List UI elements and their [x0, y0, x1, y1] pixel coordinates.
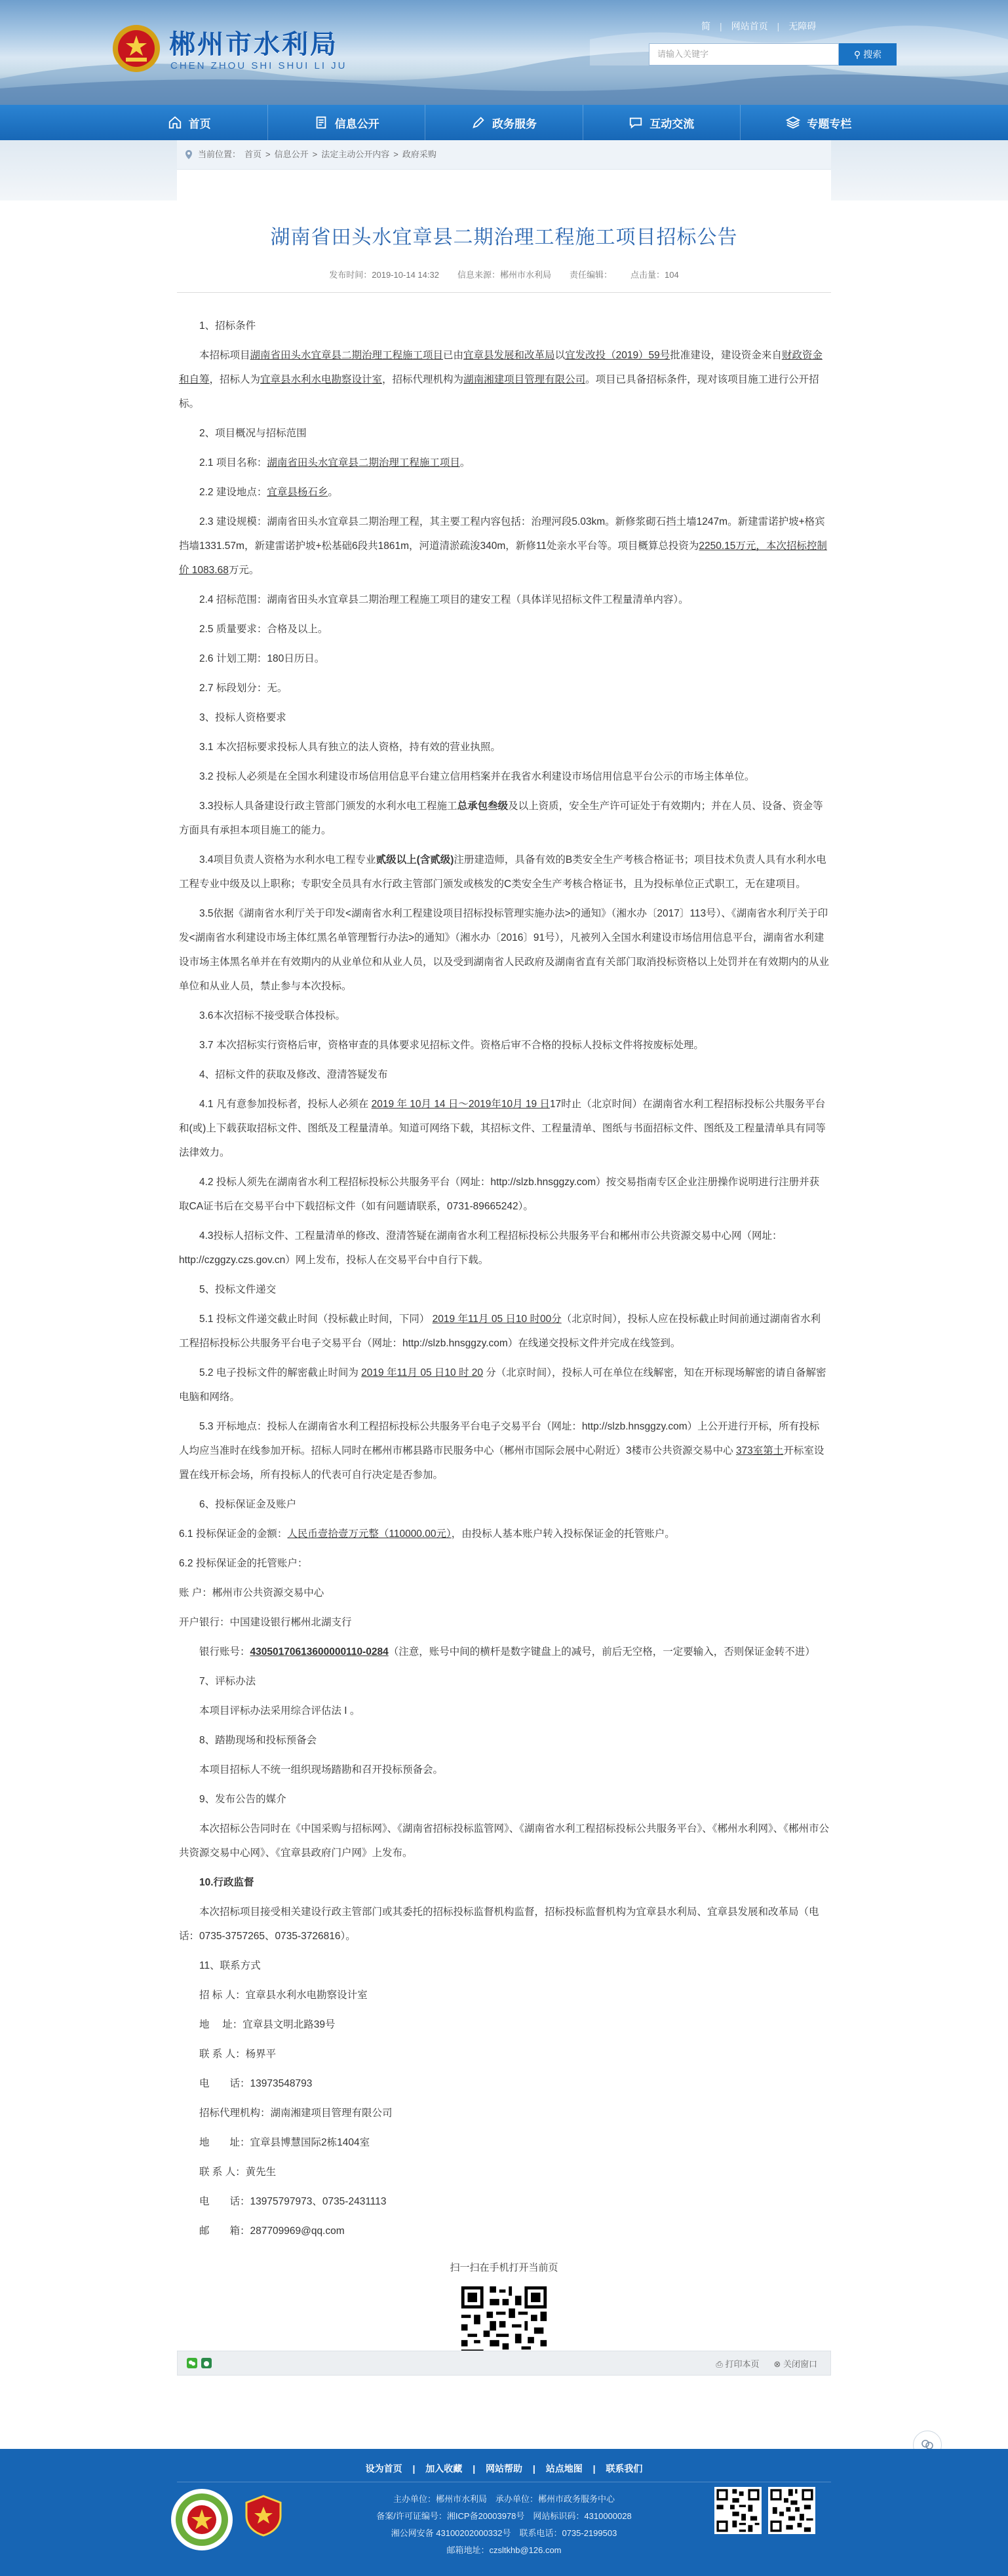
paragraph: 5.2 电子投标文件的解密截止时间为 2019 年11月 05 日10 时 20 分（北京时间），投标人可在单位在线解密，知在开标现场解密的请自备解密电脑和网络。 [179, 1367, 826, 1403]
paragraph: 2.3 建设规模：湖南省田头水宜章县二期治理工程，其主要工程内容包括：治理河段5.03km。新修浆砌石挡土墙1247m。新建雷诺护坡+格宾挡墙1331.57m，新建雷诺护坡+松基础6段共1861m，河道清淤疏浚340m，新修11处亲水平台等。项目概算总投资为2250.15万元，本次招标控制价 1083.68万元。 [179, 516, 827, 576]
paragraph: 2.6 计划工期：180日历日。 [199, 653, 325, 664]
print-button[interactable]: ⎙ 打印本页 [716, 2358, 760, 2369]
nav-label: 首页 [188, 117, 211, 130]
paragraph: 开户银行：中国建设银行郴州北湖支行 [179, 1617, 352, 1628]
top-link-accessibility[interactable]: 无障碍 [788, 21, 817, 31]
footer-link-set-home[interactable]: 设为首页 [365, 2463, 402, 2474]
nav-label: 互动交流 [649, 117, 695, 130]
footer-link-sep: | [412, 2463, 416, 2474]
weibo-qr-code-icon [768, 2487, 815, 2534]
nav-item-interaction[interactable] [583, 105, 741, 140]
publish-time: 发布时间：2019-10-14 14:32 [329, 270, 439, 280]
footer-link-contact[interactable]: 联系我们 [606, 2463, 643, 2474]
footer-sponsor: 主办单位：郴州市水利局 承办单位：郴州市政务服务中心 [393, 2494, 615, 2504]
breadcrumb-prefix: 当前位置： [198, 149, 241, 159]
print-icon: ⎙ [716, 2358, 723, 2369]
nav-item-gov-service[interactable] [425, 105, 583, 140]
footer-link-sep: | [532, 2463, 535, 2474]
close-icon: ⊗ [773, 2358, 781, 2369]
breadcrumb-legal[interactable]: 法定主动公开内容 [321, 149, 390, 159]
article-meta [177, 268, 831, 280]
editor: 责任编辑： [569, 270, 612, 280]
paragraph: 2.2 建设地点：宜章县杨石乡。 [199, 487, 338, 498]
paragraph: 5.3 开标地点：投标人在湖南省水利工程招标投标公共服务平台电子交易平台（网址：http://slzb.hnsggzy.com）上公开进行开标，所有投标人均应当准时在线参加开标。招标人同时在郴州市郴县路市民服务中心（郴州市国际会展中心附近）3楼市公共资源交易中心 373室第土开标室设置在线开标会场，所有投标人的代表可自行决定是否参加。 [179, 1421, 824, 1481]
top-link-sep: | [777, 21, 780, 31]
location-icon [184, 149, 194, 160]
qr-title: 扫一扫在手机打开当前页 [450, 2262, 558, 2273]
breadcrumb-sep: > [312, 149, 318, 159]
article-container [177, 140, 831, 2378]
article-title: 湖南省田头水宜章县二期治理工程施工项目招标公告 [270, 227, 738, 248]
article-body [177, 293, 831, 2243]
paragraph: 本项目评标办法采用综合评估法 I 。 [199, 1705, 360, 1716]
breadcrumb-info[interactable]: 信息公开 [274, 149, 309, 159]
footer-info [0, 2491, 1008, 2559]
footer-link-sep: | [473, 2463, 476, 2474]
nav-label: 专题专栏 [807, 117, 852, 130]
section-heading: 1、招标条件 [199, 320, 256, 331]
info-source: 信息来源：郴州市水利局 [457, 270, 551, 280]
article-toolbar [177, 2351, 831, 2376]
footer-icp[interactable]: 备案/许可证编号：湘ICP备20003978号 网站标识码：4310000028 [376, 2511, 632, 2521]
footer-police-record[interactable]: 湘公网安备 43100202000332号 联系电话：0735-2199503 [391, 2528, 617, 2538]
wechat-qr-code-icon [714, 2487, 762, 2534]
footer-link-help[interactable]: 网站帮助 [486, 2463, 522, 2474]
site-header [0, 0, 1008, 105]
top-link-sep: | [720, 21, 722, 31]
breadcrumb-sep: > [265, 149, 271, 159]
section-heading: 9、发布公告的媒介 [199, 1794, 286, 1805]
paragraph: 4.3投标人招标文件、工程量清单的修改、澄清答疑在湖南省水利工程招标投标公共服务平台和郴州市公共资源交易中心网（网址：http://czggzy.czs.gov.cn）网上发布，投标人在交易平台中自行下载。 [179, 1230, 783, 1266]
footer-link-sitemap[interactable]: 站点地图 [545, 2463, 583, 2474]
contact-line: 电 话：13975797973、0735-2431113 [199, 2196, 387, 2207]
paragraph: 3.4项目负责人资格为水利水电工程专业贰级以上(含贰级)注册建造师，具备有效的B类安全生产考核合格证书；项目技术负责人具有水利水电工程专业中级及以上职称；专职安全员具有水行政主管部门颁发或核发的C类安全生产考核合格证书，且为投标单位正式职工，无在建项目。 [179, 854, 826, 890]
paragraph: 本次招标公告同时在《中国采购与招标网》、《湖南省招标投标监管网》、《湖南省水利工程招标投标公共服务平台》、《郴州水利网》、《郴州市公共资源交易中心网》、《宜章县政府门户网》上发布。 [179, 1823, 830, 1859]
section-heading: 8、踏勘现场和投标预备会 [199, 1735, 317, 1746]
section-heading: 10.行政监督 [199, 1877, 254, 1888]
paragraph: 本招标项目湖南省田头水宜章县二期治理工程施工项目已由宜章县发展和改革局以宜发改投（2019）59号批准建设，建设资金来自财政资金和自筹，招标人为宜章县水利水电勘察设计室，招标代理机构为湖南湘建项目管理有限公司。项目已具备招标条件，现对该项目施工进行公开招标。 [179, 350, 823, 409]
paragraph: 4.2 投标人须先在湖南省水利工程招标投标公共服务平台（网址：http://slzb.hnsggzy.com）按交易指南专区企业注册操作说明进行注册并获取CA证书后在交易平台中下载招标文件（如有问题请联系，0731-89665242）。 [179, 1177, 820, 1212]
contact-line: 招标代理机构：湖南湘建项目管理有限公司 [199, 2108, 393, 2119]
national-emblem-icon [111, 24, 161, 73]
weibo-share-icon[interactable] [201, 2358, 212, 2368]
search-icon: ⚲ [853, 49, 861, 60]
section-heading: 2、项目概况与招标范围 [199, 428, 307, 439]
paragraph: 本次招标项目接受相关建设行政主管部门或其委托的招标投标监督机构监督，招标投标监督机构为宜章县水利局、宜章县发展和改革局（电话：0735-3757265、0735-3726816）。 [179, 1906, 819, 1942]
search-button-label: 搜索 [863, 49, 882, 60]
search-input[interactable]: 请输入关键字 [649, 43, 839, 66]
view-count: 点击量：104 [630, 270, 679, 280]
site-subtitle: CHEN ZHOU SHI SHUI LI JU [170, 60, 347, 71]
paragraph: 3.7 本次招标实行资格后审，资格审查的具体要求见招标文件。资格后审不合格的投标人投标文件将按废标处理。 [199, 1040, 704, 1051]
paragraph: 4.1 凡有意参加投标者，投标人必须在 2019 年 10月 14 日～2019年10月 19 日17时止（北京时间）在湖南省水利工程招标投标公共服务平台和(或)上下载获取招标文件、图纸及工程量清单。知道可网络下载，其招标文件、工程量清单、图纸与书面招标文件、图纸及工程量清单具有同等法律效力。 [179, 1099, 826, 1158]
paragraph: 2.1 项目名称：湖南省田头水宜章县二期治理工程施工项目。 [199, 457, 471, 468]
paragraph: 3.3投标人具备建设行政主管部门颁发的水利水电工程施工总承包叁级及以上资质，安全生产许可证处于有效期内；并在人员、设备、资金等方面具有承担本项目施工的能力。 [179, 801, 823, 836]
nav-label: 政务服务 [492, 117, 537, 130]
layers-icon [786, 115, 800, 130]
paragraph: 银行账号：43050170613600000110-0284（注意，账号中间的横杆是数字键盘上的减号，前后无空格，一定要输入，否则保证金转不进） [199, 1646, 815, 1657]
section-heading: 7、评标办法 [199, 1676, 256, 1687]
site-footer [0, 2449, 1008, 2576]
footer-link-sep: | [592, 2463, 596, 2474]
paragraph: 2.4 招标范围：湖南省田头水宜章县二期治理工程施工项目的建安工程（具体详见招标文件工程量清单内容）。 [199, 594, 689, 605]
paragraph: 2.7 标段划分：无。 [199, 683, 288, 694]
paragraph: 6.2 投标保证金的托管账户： [179, 1558, 308, 1569]
share-buttons [187, 2358, 212, 2368]
paragraph: 2.5 质量要求：合格及以上。 [199, 624, 328, 635]
top-link-simplified[interactable]: 简 [701, 21, 710, 31]
paragraph: 账 户：郴州市公共资源交易中心 [179, 1587, 324, 1599]
chat-icon [629, 115, 643, 130]
paragraph: 本项目招标人不统一组织现场踏勘和召开投标预备会。 [199, 1764, 444, 1775]
paragraph: 3.1 本次招标要求投标人具有独立的法人资格，持有效的营业执照。 [199, 742, 501, 753]
site-title[interactable]: 郴州市水利局 [169, 29, 338, 60]
nav-label: 信息公开 [334, 117, 379, 130]
search-button[interactable] [839, 43, 897, 66]
top-links [701, 20, 816, 33]
contact-line: 联 系 人：杨界平 [199, 2049, 277, 2060]
section-heading: 4、招标文件的获取及修改、澄清答疑发布 [199, 1069, 388, 1080]
breadcrumb-sep: > [393, 149, 398, 159]
paragraph: 3.2 投标人必须是在全国水利建设市场信用信息平台建立信用档案并在我省水利建设市场信用信息平台公示的市场主体单位。 [199, 771, 755, 782]
nav-item-home[interactable] [111, 105, 268, 140]
breadcrumb [177, 140, 831, 170]
nav-item-info-public[interactable] [268, 105, 425, 140]
section-heading: 3、投标人资格要求 [199, 712, 286, 723]
section-heading: 11、联系方式 [199, 1960, 261, 1971]
paragraph: 3.5依据《湖南省水利厅关于印发<湖南省水利工程建设项目招标投标管理实施办法>的通知》（湘水办〔2017〕113号）、《湖南省水利厅关于印发<湖南省水利建设市场主体红黑名单管理暂行办法>的通知》（湘水办〔2016〕91号），凡被列入全国水利建设市场信用信息平台，湖南省水利建设市场主体黑名单并在有效期内的从业单位和从业人员，以及受到湖南省人民政府及湖南省直有关部门取消投标资格以上处罚并在有效期内的从业单位和从业人员，禁止参与本次投标。 [179, 908, 830, 992]
breadcrumb-procurement[interactable]: 政府采购 [402, 149, 436, 159]
main-nav [0, 105, 1008, 140]
contact-line: 邮 箱：287709969@qq.com [199, 2226, 345, 2237]
contact-line: 招 标 人：宜章县水利水电勘察设计室 [199, 1990, 368, 2001]
contact-line: 地 址：宜章县文明北路39号 [199, 2019, 336, 2030]
home-icon [168, 115, 182, 130]
footer-link-favorite[interactable]: 加入收藏 [425, 2463, 463, 2474]
top-link-home[interactable]: 网站首页 [731, 21, 768, 31]
paragraph: 6.1 投标保证金的金额：人民币壹拾壹万元整（110000.00元），由投标人基本账户转入投标保证金的托管账户。 [179, 1528, 675, 1540]
close-window-button[interactable]: ⊗ 关闭窗口 [773, 2358, 817, 2369]
paragraph: 3.6本次招标不接受联合体投标。 [199, 1010, 346, 1021]
document-icon [314, 115, 328, 130]
wechat-share-icon[interactable] [187, 2358, 197, 2368]
contact-line: 地 址：宜章县博慧国际2栋1404室 [199, 2137, 370, 2148]
footer-links [0, 2462, 1008, 2475]
section-heading: 5、投标文件递交 [199, 1284, 277, 1295]
paragraph: 5.1 投标文件递交截止时间（投标截止时间，下同） 2019 年11月 05 日10 时00分（北京时间），投标人应在投标截止时间前通过湖南省水利工程招标投标公共服务平台电子交易平台（网址：http://slzb.hnsggzy.com）在线递交投标文件并完成在线签到。 [179, 1314, 821, 1349]
section-heading: 6、投标保证金及账户 [199, 1499, 297, 1510]
pen-icon [471, 115, 486, 130]
footer-email: 邮箱地址：czsltkhb@126.com [446, 2545, 562, 2555]
contact-line: 联 系 人：黄先生 [199, 2167, 277, 2178]
nav-item-topics[interactable] [741, 105, 897, 140]
breadcrumb-home[interactable]: 首页 [244, 149, 262, 159]
contact-line: 电 话：13973548793 [199, 2078, 313, 2089]
